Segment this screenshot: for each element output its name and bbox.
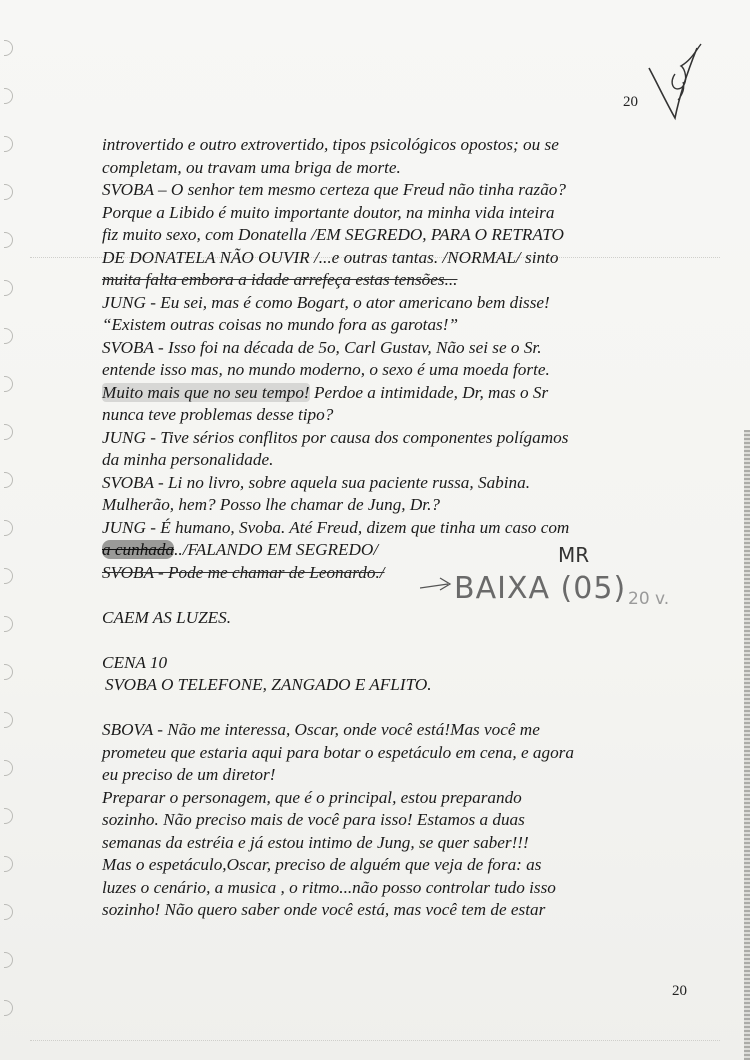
text-line: SVOBA - Li no livro, sobre aquela sua paciente russa, Sabina. <box>102 472 531 492</box>
text-line: JUNG - É humano, Svoba. Até Freud, dizem que tinha um caso com <box>102 517 570 537</box>
scene-heading: CENA 10 <box>102 652 168 672</box>
script-body <box>102 134 672 922</box>
text-line: sozinho! Não quero saber onde você está, mas você tem de estar <box>102 900 546 919</box>
text-line: fiz muito sexo, com Donatella /EM SEGREDO, PARA O RETRATO <box>102 225 564 244</box>
text-line: luzes o cenário, a musica , o ritmo...não posso controlar tudo isso <box>102 877 556 897</box>
handwritten-initials: MR <box>558 543 590 567</box>
text-line: Preparar o personagem, que é o principal, estou preparando <box>102 787 522 807</box>
text-line: prometeu que estaria aqui para botar o espetáculo em cena, e agora <box>102 742 574 762</box>
handwritten-check-mark <box>645 38 705 123</box>
stage-direction: CAEM AS LUZES. <box>102 607 232 627</box>
page-number-bottom: 20 <box>672 983 687 999</box>
scan-edge <box>744 430 750 1060</box>
text-line: SVOBA - Isso foi na década de 5o, Carl Gustav, Não sei se o Sr. <box>102 337 542 357</box>
text-line: sozinho. Não preciso mais de você para isso! Estamos a duas <box>102 810 525 829</box>
text-line: DE DONATELA NÃO OUVIR /...e outras tantas. /NORMAL/ sinto <box>102 247 559 267</box>
text-line: semanas da estréia e já estou intimo de Jung, se quer saber!!! <box>102 832 529 852</box>
text-span: ../FALANDO EM SEGREDO/ <box>174 540 379 559</box>
text-line: JUNG - Eu sei, mas é como Bogart, o ator americano bem disse! <box>102 292 550 312</box>
text-line: “Existem outras coisas no mundo fora as garotas!” <box>102 315 459 334</box>
stage-direction: SVOBA O TELEFONE, ZANGADO E AFLITO. <box>105 675 432 694</box>
binding-holes <box>0 40 18 1040</box>
text-line: muita falta embora a idade arrefeça estas tensões... <box>102 270 458 289</box>
text-line: completam, ou travam uma briga de morte. <box>102 157 401 177</box>
text-line: da minha personalidade. <box>102 450 274 469</box>
text-line: SBOVA - Não me interessa, Oscar, onde você está!Mas você me <box>102 720 540 739</box>
text-line: SVOBA - Pode me chamar de Leonardo./ <box>102 562 385 582</box>
text-line: JUNG - Tive sérios conflitos por causa dos componentes polígamos <box>102 427 569 447</box>
struck-highlighted-text: a cunhada <box>102 540 175 559</box>
handwritten-baixa: BAIXA (05) <box>454 571 627 606</box>
text-line: Porque a Libido é muito importante doutor, na minha vida inteira <box>102 202 555 222</box>
handwritten-note: 20 v. <box>628 589 670 609</box>
text-line <box>102 382 672 405</box>
text-line: nunca teve problemas desse tipo? <box>102 405 334 424</box>
text-line: entende isso mas, no mundo moderno, o sexo é uma moeda forte. <box>102 360 550 379</box>
text-line: SVOBA – O senhor tem mesmo certeza que Freud não tinha razão? <box>102 180 566 199</box>
text-span: Perdoe a intimidade, Dr, mas o Sr <box>309 382 549 402</box>
text-line: Mulherão, hem? Posso lhe chamar de Jung, Dr.? <box>102 495 440 514</box>
text-line <box>102 539 672 562</box>
page-number-top: 20 <box>623 94 638 110</box>
text-line: introvertido e outro extrovertido, tipos psicológicos opostos; ou se <box>102 135 559 154</box>
highlighted-text: Muito mais que no seu tempo! <box>102 382 310 402</box>
text-line: eu preciso de um diretor! <box>102 765 276 784</box>
scan-line <box>30 1040 720 1041</box>
text-line: Mas o espetáculo,Oscar, preciso de alguém que veja de fora: as <box>102 855 542 874</box>
